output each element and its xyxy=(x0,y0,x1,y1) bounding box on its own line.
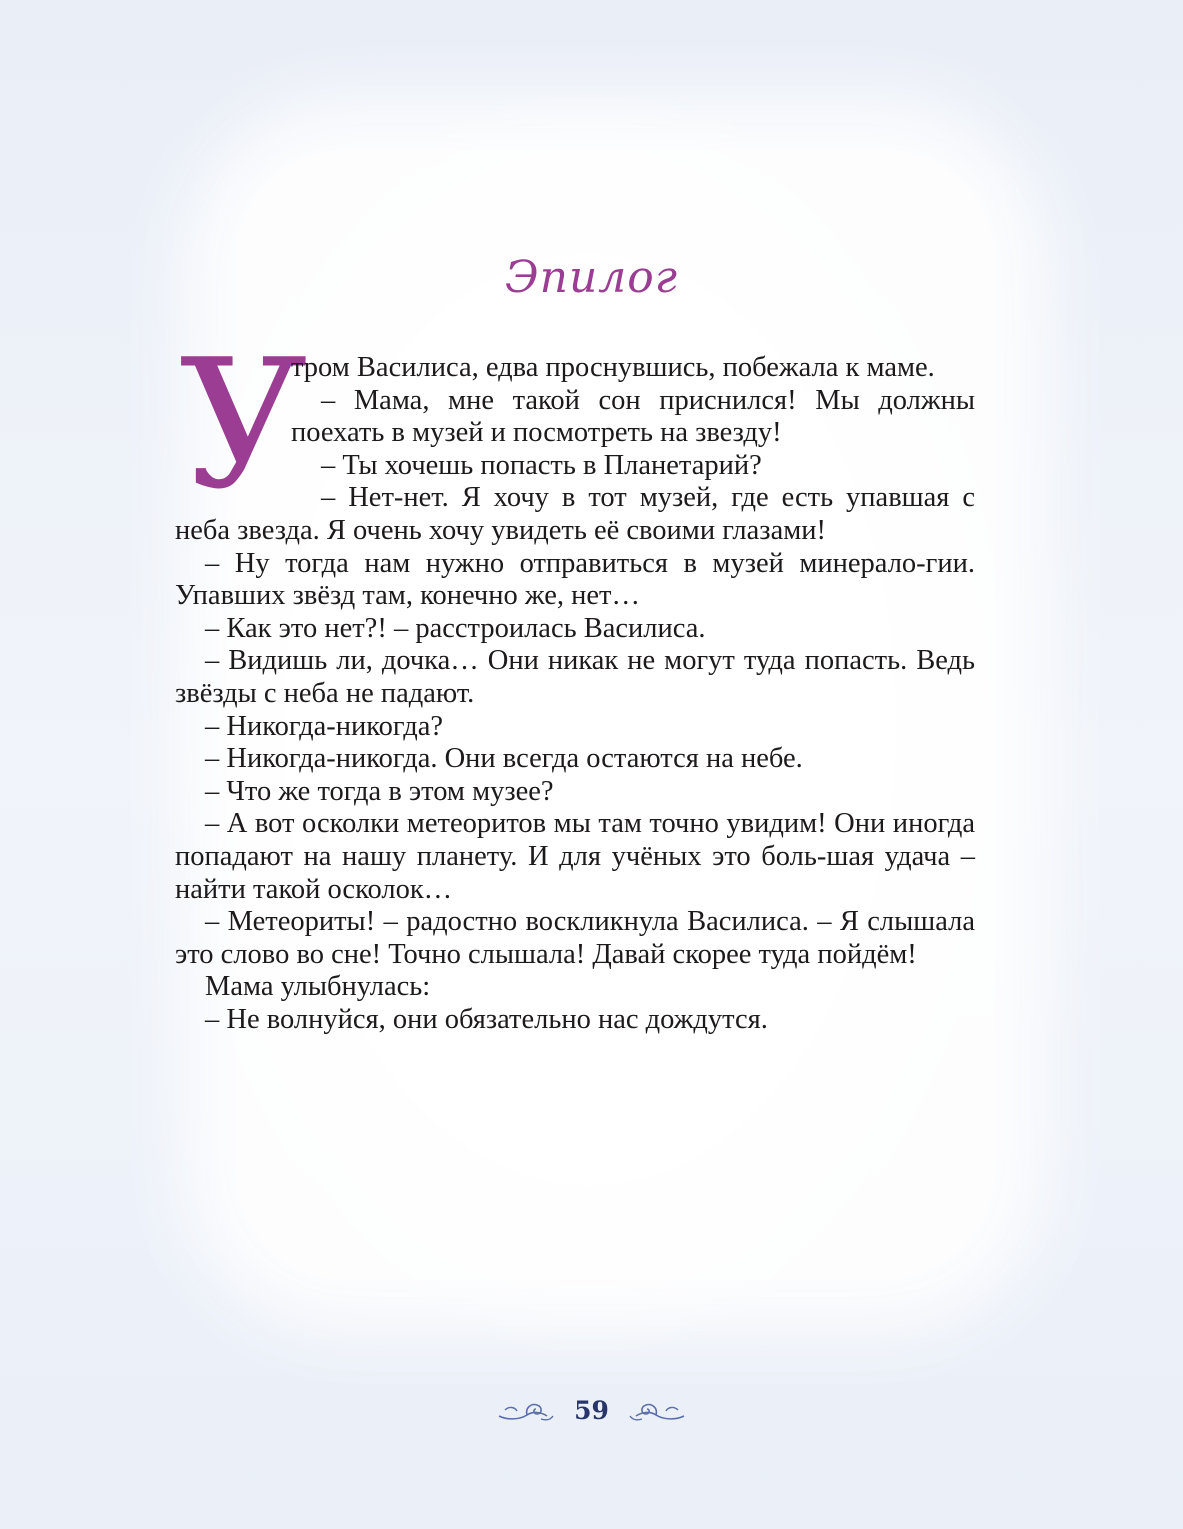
page-folio xyxy=(0,1394,1183,1425)
drop-cap-letter: У xyxy=(179,321,308,528)
chapter-title: Эпилог xyxy=(504,252,679,303)
paragraph: – Никогда-никогда? xyxy=(205,710,443,742)
swirl-ornament-icon xyxy=(497,1398,555,1424)
paragraph: – Не волнуйся, они обязательно нас дождутся. xyxy=(205,1003,768,1035)
page-number: 59 xyxy=(574,1396,609,1425)
paragraph: – Что же тогда в этом музее? xyxy=(205,775,554,807)
first-paragraph-opening: тром Василиса, едва проснувшись, побежала к маме. xyxy=(291,352,935,383)
paragraph: – Ты хочешь попасть в Планетарий? xyxy=(321,449,762,481)
paragraph: – Ну тогда нам нужно отправиться в музей минерало-гии. Упавших звёзд там, конечно же, нет… xyxy=(175,547,975,612)
story-text xyxy=(175,321,975,1036)
paragraph: Мама улыбнулась: xyxy=(205,971,431,1003)
paragraph: – Нет-нет. Я хочу в тот музей, где есть упавшая с неба звезда. Я очень хочу увидеть её своими глазами! xyxy=(175,482,975,546)
paragraph: – Никогда-никогда. Они всегда остаются на небе. xyxy=(205,743,803,775)
paragraph: – Мама, мне такой сон приснился! Мы должны поехать в музей и посмотреть на звезду! xyxy=(291,384,975,449)
paragraph: – Метеориты! – радостно воскликнула Василиса. – Я слышала это слово во сне! Точно слышала! Давай скорее туда пойдём! xyxy=(175,906,975,970)
swirl-ornament-icon xyxy=(628,1398,686,1424)
paragraph: – А вот осколки метеоритов мы там точно увидим! Они иногда попадают на нашу планету. И для учёных это боль-шая удача – найти такой осколок… xyxy=(175,808,975,905)
paragraph: – Как это нет?! – расстроилась Василиса. xyxy=(205,612,706,644)
paragraph: – Видишь ли, дочка… Они никак не могут туда попасть. Ведь звёзды с неба не падают. xyxy=(175,645,975,709)
